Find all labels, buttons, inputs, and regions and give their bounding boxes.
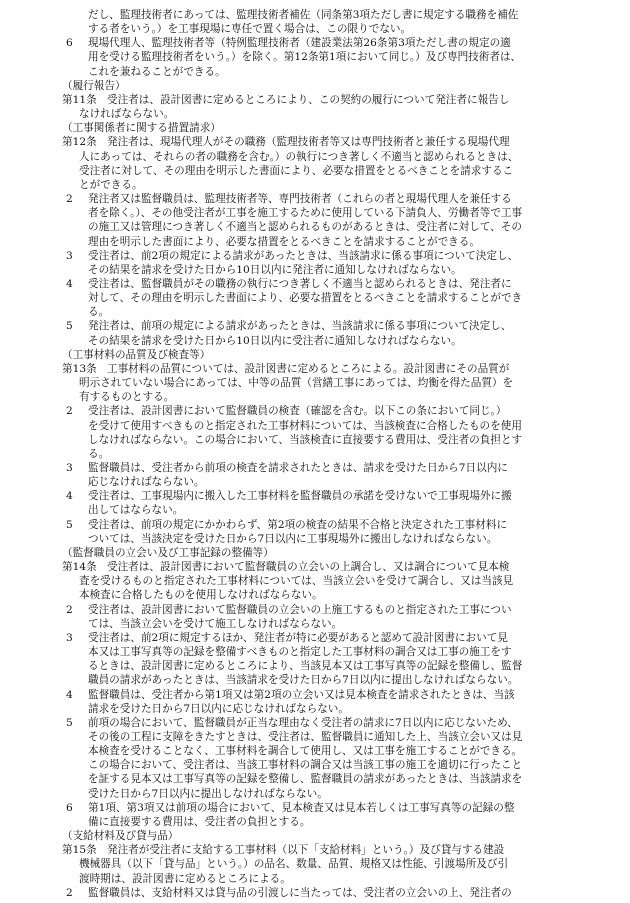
paragraph-continuation: を受けて使用すべきものと指定された工事材料については、当該検査に合格したものを使用 (88, 419, 522, 432)
article-line (0, 362, 630, 376)
paragraph-line (0, 603, 630, 617)
paragraph-continuation: この場合において、受注者は、当該工事材料の調合又は当該工事の施工を適切に行ったこと (88, 759, 523, 772)
paragraph-number: 3 (66, 462, 73, 474)
paragraph-number: 3 (66, 631, 73, 644)
paragraph-continuation: これを兼ねることができる。 (88, 65, 226, 78)
paragraph-line (0, 249, 630, 263)
article-continuation: 渡時期は、設計図書に定めるところによる。 (79, 872, 291, 885)
paragraph-continuation: 本検査を受けることなく、工事材料を調合して使用し、又は工事を施工することができる。 (88, 745, 523, 758)
paragraph-text: 監督職員は、支給材料又は貸与品の引渡しに当たっては、受注者の立会いの上、発注者の (88, 886, 512, 899)
article-continuation: 明示されていない場合にあっては、中等の品質（営繕工事にあっては、均衡を得た品質）を (79, 377, 514, 390)
paragraph-text: 受注者は、工事現場内に搬入した工事材料を監督職員の承諾を受けないで工事現場外に搬 (88, 490, 512, 503)
article-number: 第12条 (62, 136, 97, 149)
paragraph-line (0, 716, 630, 730)
paragraph-number: 2 (66, 603, 73, 616)
article-line (0, 93, 630, 107)
paragraph-continuation: 請求を受けた日から7日以内に応じなければならない。 (88, 702, 349, 715)
paragraph-continuation: その結果を請求を受けた日から10日以内に受注者に通知しなければならない。 (88, 334, 462, 347)
paragraph-text: 受注者は、前2項に規定するほか、発注者が特に必要があると認めて設計図書において見 (88, 631, 508, 644)
article-text: 発注者は、現場代理人がその職務（監理技術者等又は専門技術者と兼任する現場代理 (107, 136, 510, 149)
paragraph-continuation: る。 (88, 447, 110, 460)
paragraph-continuation: 理由を明示した書面により、必要な措置をとるべきことを請求することができる。 (88, 235, 480, 248)
paragraph-continuation: 備に直接要する費用は、受注者の負担とする。 (88, 815, 311, 828)
paragraph-continuation: を証する見本又は工事写真等の記録を整備し、監督職員の請求があったときは、当該請求を (88, 773, 523, 786)
paragraph-text: 現場代理人、監理技術者等（特例監理技術者（建設業法第26条第3項ただし書の規定の適 (88, 37, 511, 50)
paragraph-number: 4 (66, 277, 73, 290)
contract-document (0, 8, 630, 900)
paragraph-line (0, 489, 630, 503)
paragraph-continuation: 用を受ける監理技術者をいう。）を除く。第12条第1項において同じ。）及び専門技術者は、 (88, 51, 522, 64)
paragraph-continuation: その結果を請求を受けた日から10日以内に発注者に通知しなければならない。 (88, 263, 462, 276)
paragraph-number: 2 (66, 193, 73, 206)
paragraph-line (0, 801, 630, 815)
paragraph-continuation: の施工又は管理につき著しく不適当と認められるものがあるときは、受注者に対して、その (88, 221, 522, 234)
paragraph-number: 3 (66, 249, 73, 262)
paragraph-number: 2 (66, 886, 73, 899)
paragraph-text: 監督職員は、受注者から前項の検査を請求されたときは、請求を受けた日から7日以内に (88, 462, 508, 474)
paragraph-text: 受注者は、設計図書において監督職員の立会いの上施工するものと指定された工事につい (88, 603, 512, 616)
paragraph-text: 受注者は、監督職員がその職務の執行につき著しく不適当と認められるときは、発注者に (88, 277, 512, 290)
article-heading: （工事材料の品質及び検査等） (62, 348, 211, 361)
paragraph-number: 5 (66, 518, 73, 531)
paragraph-text: 受注者は、前項の規定にかかわらず、第2項の検査の結果不合格と決定された工事材料に (88, 518, 508, 531)
paragraph-number: 5 (66, 320, 73, 333)
paragraph-number: 5 (66, 716, 73, 729)
paragraph-number: 4 (66, 688, 73, 701)
article-continuation: 機械器具（以下「貸与品」という。）の品名、数量、品質、規格又は性能、引渡場所及び引 (79, 858, 509, 871)
paragraph-number: 2 (66, 405, 73, 418)
paragraph-continuation: しなければならない。この場合において、当該検査に直接要する費用は、受注者の負担とす (88, 433, 523, 446)
paragraph-line (0, 631, 630, 645)
article-continuation: 査を受けるものと指定された工事材料については、当該立会いを受けて調合し、又は当該見 (79, 575, 514, 588)
article-number: 第15条 (62, 844, 97, 857)
paragraph-continuation: 職員の請求があったときは、当該請求を受けた日から7日以内に提出しなければならない。 (88, 674, 519, 687)
paragraph-continuation: する者をいう。）を工事現場に専任で置く場合は、この限りでない。 (88, 23, 412, 36)
article-line (0, 560, 630, 574)
article-continuation: 本検査に合格したものを使用しなければならない。 (79, 589, 323, 602)
article-heading: （支給材料及び貸与品） (62, 830, 179, 843)
paragraph-continuation: 本又は工事写真等の記録を整備すべきものと指定した工事材料の調合又は工事の施工をす (88, 646, 512, 659)
paragraph-text: 第1項、第3項又は前項の場合において、見本検査又は見本若しくは工事写真等の記録の整 (88, 801, 515, 814)
paragraph-line (0, 461, 630, 475)
paragraph-continuation: その後の工程に支障をきたすときは、受注者は、監督職員に通知した上、当該立会い又は見 (88, 730, 523, 743)
article-number: 第11条 (62, 93, 97, 106)
article-heading: （監督職員の立会い及び工事記録の整備等） (62, 546, 274, 559)
paragraph-line (0, 277, 630, 291)
paragraph-line (0, 688, 630, 702)
article-number: 第14条 (62, 561, 97, 574)
paragraph-text: 発注者又は監督職員は、監理技術者等、専門技術者（これらの者と現場代理人を兼任する (88, 193, 512, 206)
paragraph-number: 4 (66, 490, 73, 503)
paragraph-continuation: 受けた日から7日以内に提出しなければならない。 (88, 787, 328, 800)
paragraph-text: 受注者は、前2項の規定による請求があったときは、当該請求に係る事項について決定し、 (88, 249, 519, 262)
paragraph-text: 受注者は、設計図書において監督職員の検査（確認を含む。以下この条において同じ。） (88, 405, 507, 418)
article-continuation: 受注者に対して、その理由を明示した書面により、必要な措置をとるべきことを請求するこ (79, 164, 514, 177)
paragraph-line (0, 518, 630, 532)
paragraph-continuation: 対して、その理由を明示した書面により、必要な措置をとるべきことを請求することができ (88, 292, 523, 305)
article-line (0, 135, 630, 149)
paragraph-number: 6 (66, 801, 73, 814)
article-text: 工事材料の品質については、設計図書に定めるところによる。設計図書にその品質が (107, 362, 510, 375)
paragraph-line (0, 319, 630, 333)
paragraph-text: 発注者は、前項の規定による請求があったときは、当該請求に係る事項について決定し、 (88, 320, 512, 333)
article-continuation: とができる。 (79, 178, 143, 191)
paragraph-line (0, 36, 630, 50)
paragraph-line (0, 192, 630, 206)
paragraph-continuation: る。 (88, 306, 110, 319)
article-heading: （履行報告） (62, 79, 126, 92)
article-continuation: 有するものとする。 (79, 391, 175, 404)
paragraph-continuation: るときは、設計図書に定めるところにより、当該見本又は工事写真等の記録を整備し、監督 (88, 660, 523, 673)
paragraph-text: 監督職員は、受注者から第1項又は第2項の立会い又は見本検査を請求されたときは、当該 (88, 688, 515, 701)
paragraph-number: 6 (66, 37, 73, 50)
paragraph-continuation: だし、監理技術者にあっては、監理技術者補佐（同条第3項ただし書に規定する職務を補佐 (88, 9, 519, 21)
article-continuation: 人にあっては、それらの者の職務を含む。）の執行につき著しく不適当と認められるときは、 (79, 150, 519, 163)
paragraph-line (0, 886, 630, 900)
article-text: 発注者が受注者に支給する工事材料（以下「支給材料」という。）及び貸与する建設 (107, 844, 505, 857)
article-text: 受注者は、設計図書に定めるところにより、この契約の履行について発注者に報告し (107, 93, 510, 106)
article-number: 第13条 (62, 362, 97, 375)
paragraph-text: 前項の場合において、監督職員が正当な理由なく受注者の請求に7日以内に応じないため、 (88, 716, 518, 729)
paragraph-continuation: 応じなければならない。 (88, 476, 205, 489)
article-heading: （工事関係者に関する措置請求） (62, 122, 221, 135)
article-text: 受注者は、設計図書において監督職員の立会いの上調合し、又は調合について見本検 (107, 561, 510, 574)
paragraph-continuation: 出してはならない。 (88, 504, 184, 517)
paragraph-line (0, 404, 630, 418)
article-continuation: なければならない。 (79, 108, 175, 121)
article-line (0, 843, 630, 857)
paragraph-continuation: 者を除く。）、その他受注者が工事を施工するために使用している下請負人、労働者等で工事 (88, 207, 523, 220)
paragraph-continuation: ては、当該立会いを受けて施工しなければならない。 (88, 617, 343, 630)
paragraph-continuation: ついては、当該決定を受けた日から7日以内に工事現場外に搬出しなければならない。 (88, 532, 498, 545)
